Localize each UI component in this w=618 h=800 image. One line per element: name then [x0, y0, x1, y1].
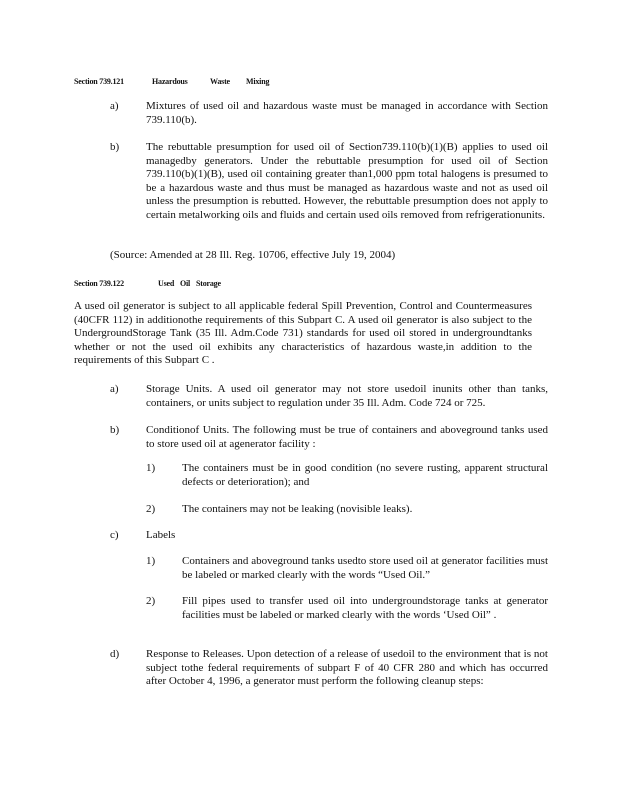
source-note: (Source: Amended at 28 Ill. Reg. 10706, effective July 19, 2004) [110, 249, 396, 261]
section-title-word: Waste [210, 77, 230, 86]
subparagraph-label: 2) [146, 595, 156, 607]
subparagraph-text: Containers and aboveground tanks usedto store used oil at generator facilities must be labeled or marked clearly with the words “Used Oil.” [182, 555, 548, 581]
paragraph-text: Response to Releases. Upon detection of a release of usedoil to the environment that is not subject tothe federal requirements of subpart F of 40 CFR 280 and which has occurred after October 4, 1996, a generator must perform the following cleanup steps: [146, 648, 548, 687]
section-heading-739-122 [74, 277, 221, 291]
section-number: Section 739.121 [74, 77, 124, 86]
paragraph-text: Labels [146, 529, 176, 541]
section-title-word: Used [158, 279, 175, 288]
section-title-word: Storage [196, 279, 221, 288]
paragraph-label: b) [110, 424, 120, 436]
paragraph-label: b) [110, 141, 120, 153]
paragraph-text: Conditionof Units. The following must be true of containers and aboveground tanks used to store used oil at agenerator facility : [146, 424, 548, 450]
subparagraph-text: The containers may not be leaking (novisible leaks). [182, 503, 413, 515]
subparagraph-label: 2) [146, 503, 156, 515]
paragraph-text: The rebuttable presumption for used oil of Section739.110(b)(1)(B) applies to used oil managedby generators. Under the rebuttable presumption for used oil of Section 739.110(b)(1)(B), used oil containing greater than1,000 ppm total halogens is presumed to be a hazardous waste and thus must be managed as hazardous waste and not as used oil unless the presumption is rebutted. However, the rebuttable presumption does not apply to certain metalworking oils and fluids and certain used oils removed from refrigerationunits. [146, 141, 548, 221]
section-title-word: Oil [180, 279, 191, 288]
paragraph-label: d) [110, 648, 120, 660]
subparagraph-text: Fill pipes used to transfer used oil into undergroundstorage tanks at generator facilities must be labeled or marked clearly with the words ‘Used Oil” . [182, 595, 548, 621]
paragraph-text: Mixtures of used oil and hazardous waste must be managed in accordance with Section 739.110(b). [146, 100, 548, 126]
subparagraph-text: The containers must be in good condition (no severe rusting, apparent structural defects or deterioration); and [182, 462, 548, 488]
paragraph-label: a) [110, 383, 119, 395]
subparagraph-label: 1) [146, 462, 156, 474]
section-number: Section 739.122 [74, 279, 124, 288]
section-title-word: Mixing [246, 77, 270, 86]
paragraph-label: c) [110, 529, 119, 541]
section-title-word: Hazardous [152, 77, 188, 86]
intro-paragraph: A used oil generator is subject to all applicable federal Spill Prevention, Control and Countermeasures (40CFR 112) in additionothe requirements of this Subpart C. A used oil generator is also subject to the UndergroundStorage Tank (35 Ill. Adm.Code 731) standards for used oil stored in undergroundtanks whether or not the used oil exhibits any characteristics of hazardous waste,in addition to the requirements of this Subpart C . [74, 300, 532, 366]
paragraph-label: a) [110, 100, 119, 112]
paragraph-text: Storage Units. A used oil generator may not store usedoil inunits other than tanks, containers, or units subject to regulation under 35 Ill. Adm. Code 724 or 725. [146, 383, 548, 409]
subparagraph-label: 1) [146, 555, 156, 567]
section-heading-739-121 [74, 75, 269, 89]
